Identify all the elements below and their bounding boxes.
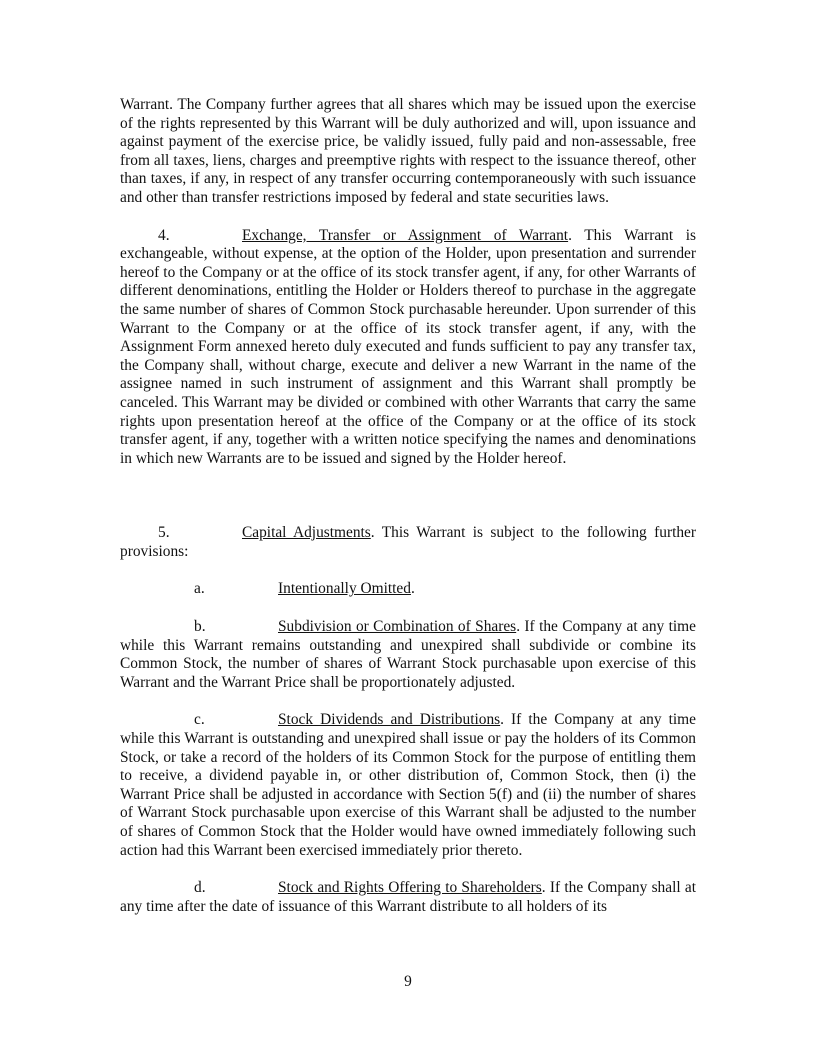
section-number: 5. <box>158 524 170 542</box>
subsection-5c <box>120 711 696 860</box>
subsection-5d <box>120 879 696 916</box>
subsection-body: . If the Company shall at any time after the date of issuance of this Warrant distribute to all holders of its <box>120 879 696 915</box>
subsection-letter: c. <box>194 711 205 729</box>
subsection-heading: Stock Dividends and Distributions <box>278 711 501 729</box>
subsection-letter: a. <box>194 580 205 598</box>
subsection-5b <box>120 618 696 692</box>
subsection-letter: b. <box>194 618 206 636</box>
section-4 <box>120 227 696 469</box>
section-heading: Capital Adjustments <box>242 524 371 542</box>
subsection-letter: d. <box>194 879 206 897</box>
section-heading: Exchange, Transfer or Assignment of Warrant <box>242 226 569 244</box>
subsection-heading: Stock and Rights Offering to Shareholders <box>278 879 542 897</box>
subsection-body: . If the Company at any time while this Warrant is outstanding and unexpired shall issue or pay the holders of its Common Stock, or take a record of the holders of its Common Stock for the purpose of entitling them to receive, a dividend payable in, or other distribution of, Common Stock, then (i) the Warrant Price shall be adjusted in accordance with Section 5(f) and (ii) the number of shares of Warrant Stock purchasable upon exercise of this Warrant shall be adjusted to the number of shares of Common Stock that the Holder would have owned immediately following such action had this Warrant been exercised immediately prior thereto. <box>120 711 696 859</box>
page-number: 9 <box>404 973 412 990</box>
paragraph-continued: Warrant. The Company further agrees that all shares which may be issued upon the exercise of the rights represented by this Warrant will be duly authorized and will, upon issuance and against payment of the exercise price, be validly issued, fully paid and non-assessable, free from all taxes, liens, charges and preemptive rights with respect to the issuance thereof, other than taxes, if any, in respect of any transfer occurring contemporaneously with such issuance and other than transfer restrictions imposed by federal and state securities laws. <box>120 96 696 206</box>
section-body: . This Warrant is exchangeable, without expense, at the option of the Holder, upon presentation and surrender hereof to the Company or at the office of its stock transfer agent, if any, for other Warrants of different denominations, entitling the Holder or Holders thereof to purchase in the aggregate the same number of shares of Common Stock purchasable hereunder. Upon surrender of this Warrant to the Company or at the office of its stock transfer agent, if any, with the Assignment Form annexed hereto duly executed and funds sufficient to pay any transfer tax, the Company shall, without charge, execute and deliver a new Warrant in the name of the assignee named in such instrument of assignment and this Warrant shall promptly be canceled. This Warrant may be divided or combined with other Warrants that carry the same rights upon presentation hereof at the office of the Company or at the office of its stock transfer agent, if any, together with a written notice specifying the names and denominations in which new Warrants are to be issued and signed by the Holder hereof. <box>120 226 697 467</box>
subsection-body: . <box>410 580 415 598</box>
section-number: 4. <box>158 226 170 244</box>
subsection-heading: Intentionally Omitted <box>278 580 411 598</box>
subsection-body: . If the Company at any time while this Warrant remains outstanding and unexpired shall subdivide or combine its Common Stock, the number of shares of Warrant Stock purchasable upon exercise of this Warrant and the Warrant Price shall be proportionately adjusted. <box>120 618 696 691</box>
subsection-heading: Subdivision or Combination of Shares <box>278 618 517 636</box>
document-page <box>120 96 696 916</box>
section-5 <box>120 524 696 561</box>
section-body: . This Warrant is subject to the following further provisions: <box>120 524 697 560</box>
subsection-5a <box>120 580 696 599</box>
